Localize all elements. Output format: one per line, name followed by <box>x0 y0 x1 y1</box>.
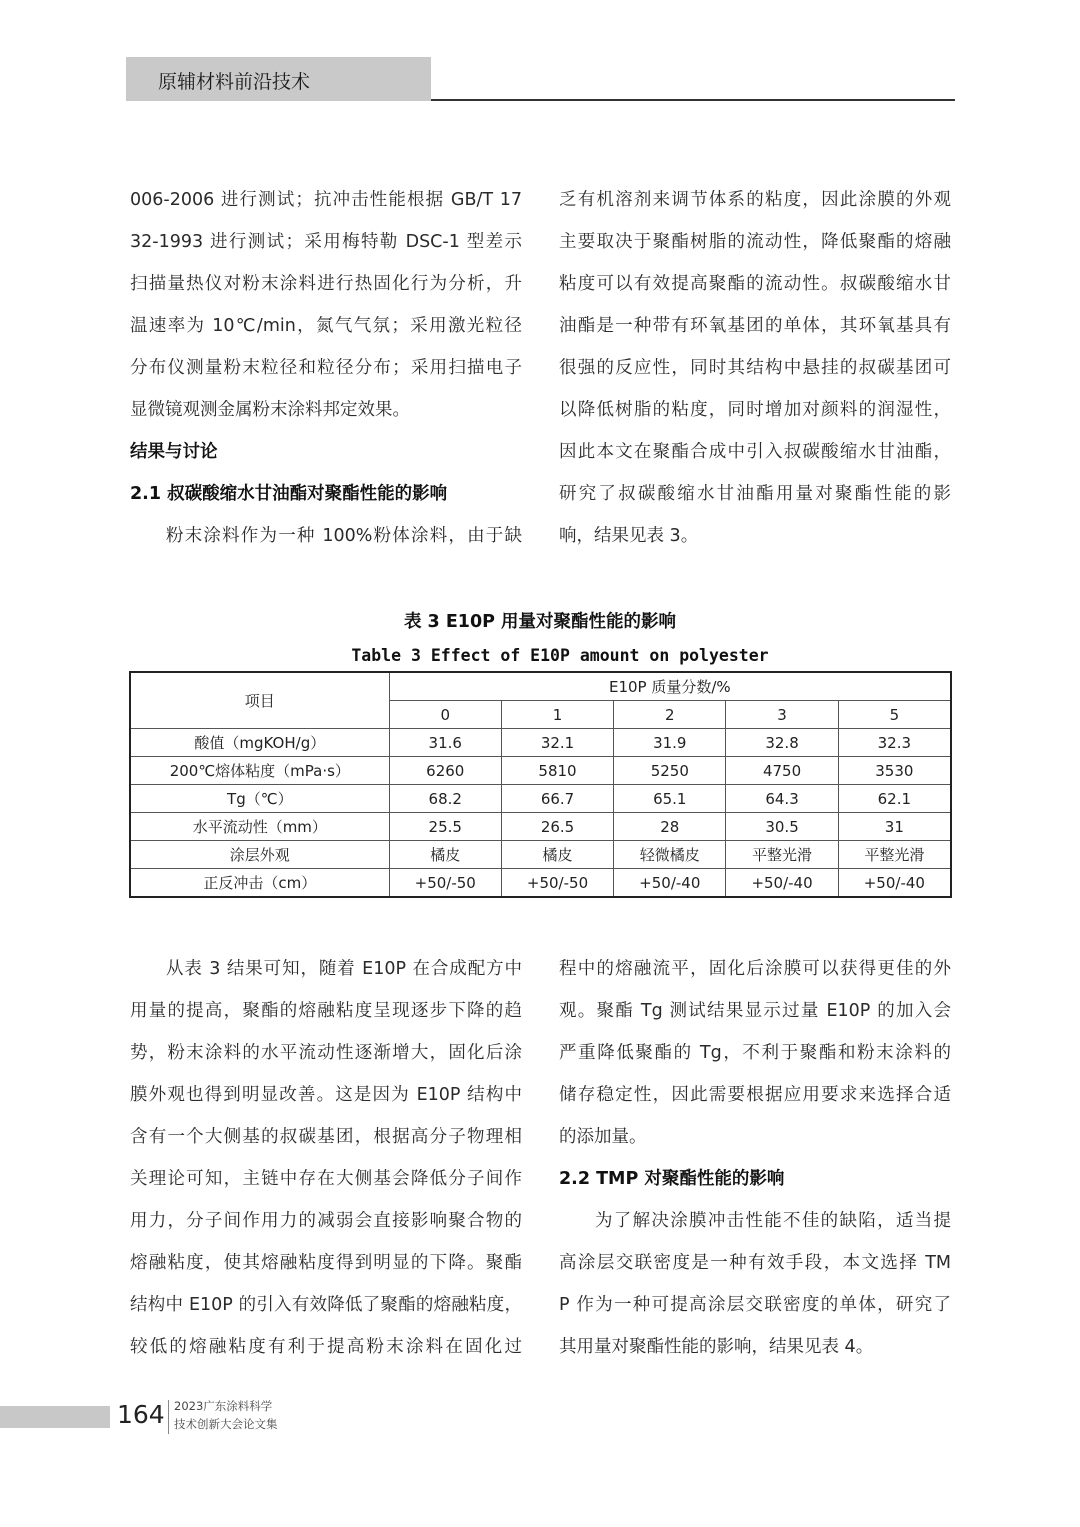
body-line: 油酯是一种带有环氧基团的单体，其环氧基具有 <box>559 316 951 336</box>
data-table <box>129 671 952 898</box>
body-line: 32-1993 进行测试；采用梅特勒 DSC-1 型差示 <box>130 232 522 252</box>
table-row <box>130 869 951 898</box>
table-row <box>130 729 951 757</box>
table-cell: 轻微橘皮 <box>614 841 726 869</box>
table-cell: 5250 <box>614 757 726 785</box>
table-cell: 31 <box>838 813 951 841</box>
header-rule <box>431 99 955 101</box>
body-line: 从表 3 结果可知，随着 E10P 在合成配方中 <box>166 959 522 979</box>
body-line: 势，粉末涂料的水平流动性逐渐增大，固化后涂 <box>130 1043 522 1063</box>
table-cell: +50/-40 <box>838 869 951 898</box>
body-line: 膜外观也得到明显改善。这是因为 E10P 结构中 <box>130 1085 522 1105</box>
table-row <box>130 813 951 841</box>
row-label: 水平流动性（mm） <box>130 813 389 841</box>
body-line: 程中的熔融流平，固化后涂膜可以获得更佳的外 <box>559 959 951 979</box>
footer-band <box>0 1406 110 1428</box>
page-number: 164 <box>117 1400 165 1429</box>
table-cell: 橘皮 <box>389 841 501 869</box>
table-cell: 4750 <box>726 757 838 785</box>
footer-publication-line-2: 技术创新大会论文集 <box>174 1417 278 1431</box>
table-cell: +50/-50 <box>389 869 501 898</box>
body-line: P 作为一种可提高涂层交联密度的单体，研究了 <box>559 1295 951 1315</box>
body-line: 用量的提高，聚酯的熔融粘度呈现逐步下降的趋 <box>130 1001 522 1021</box>
table-cell: 65.1 <box>614 785 726 813</box>
body-line: 很强的反应性，同时其结构中悬挂的叔碳基团可 <box>559 358 951 378</box>
body-line: 关理论可知，主链中存在大侧基会降低分子间作 <box>130 1169 522 1189</box>
body-line: 其用量对聚酯性能的影响，结果见表 4。 <box>559 1337 874 1357</box>
body-line: 的添加量。 <box>559 1127 647 1147</box>
table-cell: +50/-50 <box>501 869 613 898</box>
body-line: 粘度可以有效提高聚酯的流动性。叔碳酸缩水甘 <box>559 274 951 294</box>
body-line: 分布仪测量粉末粒径和粒径分布；采用扫描电子 <box>130 358 522 378</box>
row-label: Tg（℃） <box>130 785 389 813</box>
table-row <box>130 785 951 813</box>
body-line: 006-2006 进行测试；抗冲击性能根据 GB/T 17 <box>130 190 522 210</box>
body-line: 扫描量热仪对粉末涂料进行热固化行为分析，升 <box>130 274 522 294</box>
table-cell: 32.1 <box>501 729 613 757</box>
table-cell: 6260 <box>389 757 501 785</box>
body-line: 含有一个大侧基的叔碳基团，根据高分子物理相 <box>130 1127 522 1147</box>
table-cell: 平整光滑 <box>838 841 951 869</box>
right-column-bottom <box>559 948 951 1368</box>
body-line: 用力，分子间作用力的减弱会直接影响聚合物的 <box>130 1211 522 1231</box>
table-column-header: 0 <box>389 701 501 729</box>
table-row <box>130 757 951 785</box>
body-line: 熔融粘度，使其熔融粘度得到明显的下降。聚酯 <box>130 1253 522 1273</box>
table-cell: +50/-40 <box>614 869 726 898</box>
body-line: 严重降低聚酯的 Tg，不利于聚酯和粉末涂料的 <box>559 1043 951 1063</box>
table-cell: 32.8 <box>726 729 838 757</box>
body-line: 以降低树脂的粘度，同时增加对颜料的润湿性， <box>559 400 951 420</box>
table-group-header: E10P 质量分数/% <box>389 672 951 701</box>
subsection-heading-2-2: 2.2 TMP 对聚酯性能的影响 <box>559 1169 785 1189</box>
body-line: 观。聚酯 Tg 测试结果显示过量 E10P 的加入会 <box>559 1001 951 1021</box>
body-line: 高涂层交联密度是一种有效手段，本文选择 TM <box>559 1253 951 1273</box>
row-label: 涂层外观 <box>130 841 389 869</box>
table-cell: 5810 <box>501 757 613 785</box>
body-line: 显微镜观测金属粉末涂料邦定效果。 <box>130 400 410 420</box>
body-line: 较低的熔融粘度有利于提高粉末涂料在固化过 <box>130 1337 522 1357</box>
body-line: 研究了叔碳酸缩水甘油酯用量对聚酯性能的影 <box>559 484 951 504</box>
table-cell: 64.3 <box>726 785 838 813</box>
table-cell: 32.3 <box>838 729 951 757</box>
table-caption-en: Table 3 Effect of E10P amount on polyester <box>351 646 769 665</box>
section-heading: 结果与讨论 <box>130 442 218 462</box>
table-cell: +50/-40 <box>726 869 838 898</box>
table-column-header: 2 <box>614 701 726 729</box>
table-column-header: 5 <box>838 701 951 729</box>
table-row <box>130 841 951 869</box>
table-cell: 66.7 <box>501 785 613 813</box>
body-line: 结构中 E10P 的引入有效降低了聚酯的熔融粘度， <box>130 1295 522 1315</box>
body-line: 因此本文在聚酯合成中引入叔碳酸缩水甘油酯， <box>559 442 951 462</box>
table-cell: 28 <box>614 813 726 841</box>
body-line: 主要取决于聚酯树脂的流动性，降低聚酯的熔融 <box>559 232 951 252</box>
table-cell: 25.5 <box>389 813 501 841</box>
table-column-header: 1 <box>501 701 613 729</box>
body-line: 乏有机溶剂来调节体系的粘度，因此涂膜的外观 <box>559 190 951 210</box>
body-line: 温速率为 10℃/min，氮气气氛；采用激光粒径 <box>130 316 522 336</box>
footer-publication-line-1: 2023广东涂料科学 <box>174 1399 273 1413</box>
table-cell: 68.2 <box>389 785 501 813</box>
running-header-title: 原辅材料前沿技术 <box>158 71 311 93</box>
table-cell: 橘皮 <box>501 841 613 869</box>
table-header-row <box>130 672 951 701</box>
subsection-heading-2-1: 2.1 叔碳酸缩水甘油酯对聚酯性能的影响 <box>130 484 448 504</box>
row-label: 正反冲击（cm） <box>130 869 389 898</box>
row-label: 200℃熔体粘度（mPa·s） <box>130 757 389 785</box>
table-item-header: 项目 <box>130 672 389 729</box>
left-column-bottom <box>130 948 522 1368</box>
body-line: 粉末涂料作为一种 100%粉体涂料，由于缺 <box>166 526 522 546</box>
table-cell: 30.5 <box>726 813 838 841</box>
table-cell: 31.6 <box>389 729 501 757</box>
table-column-header: 3 <box>726 701 838 729</box>
table-cell: 平整光滑 <box>726 841 838 869</box>
row-label: 酸值（mgKOH/g） <box>130 729 389 757</box>
table-cell: 31.9 <box>614 729 726 757</box>
body-line: 为了解决涂膜冲击性能不佳的缺陷，适当提 <box>595 1211 951 1231</box>
footer-separator <box>168 1400 169 1434</box>
table-caption-cn: 表 3 E10P 用量对聚酯性能的影响 <box>403 612 677 632</box>
table-cell: 26.5 <box>501 813 613 841</box>
body-line: 储存稳定性，因此需要根据应用要求来选择合适 <box>559 1085 951 1105</box>
table-cell: 62.1 <box>838 785 951 813</box>
left-column-top <box>130 179 522 557</box>
body-line: 响，结果见表 3。 <box>559 526 699 546</box>
right-column-top <box>559 179 951 557</box>
table-cell: 3530 <box>838 757 951 785</box>
